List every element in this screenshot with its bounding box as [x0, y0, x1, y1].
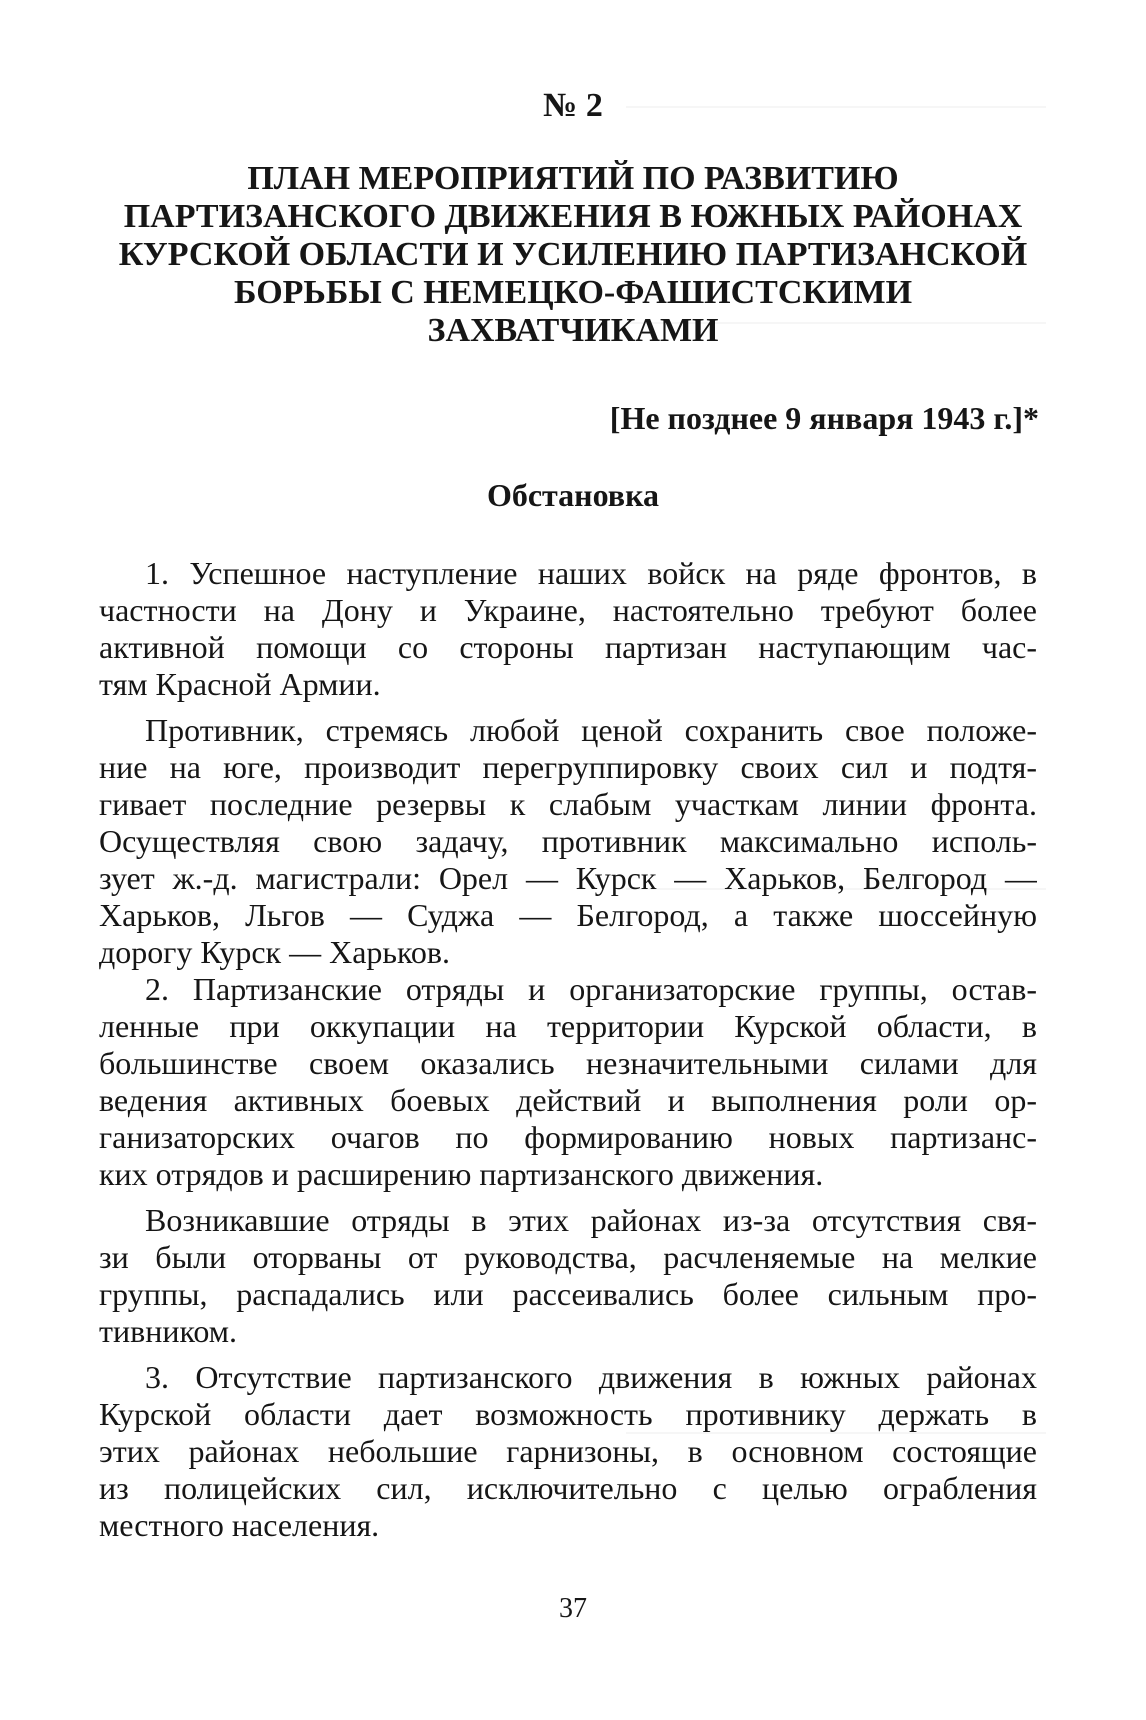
text-line: местного населения. — [99, 1507, 380, 1543]
paragraph — [99, 971, 1037, 1193]
title-line: БОРЬБЫ С НЕМЕЦКО-ФАШИСТСКИМИ — [233, 274, 913, 311]
document-number: № 2 — [543, 87, 603, 124]
text-line: ганизаторских очагов по формированию новых партизанс- — [99, 1119, 1037, 1155]
text-line: ние на юге, производит перегруппировку своих сил и подтя- — [99, 749, 1037, 785]
body-text — [99, 555, 1037, 1544]
text-line: ких отрядов и расширению партизанского движения. — [99, 1156, 824, 1192]
title-line: ЗАХВАТЧИКАМИ — [427, 312, 719, 349]
document-title — [90, 160, 1056, 350]
text-line: Осуществляя свою задачу, противник максимально исполь- — [99, 823, 1037, 859]
text-line: ленные при оккупации на территории Курской области, в — [99, 1008, 1037, 1044]
text-line: 1. Успешное наступление наших войск на ряде фронтов, в — [145, 555, 1037, 591]
text-line: зи были оторваны от руководства, расчленяемые на мелкие — [99, 1239, 1037, 1275]
text-line: группы, распадались или рассеивались более сильным про- — [99, 1276, 1037, 1312]
text-line: большинстве своем оказались незначительными силами для — [99, 1045, 1037, 1081]
text-line: из полицейских сил, исключительно с целью ограбления — [99, 1470, 1037, 1506]
text-line: Курской области дает возможность противнику держать в — [99, 1396, 1037, 1432]
text-line: активной помощи со стороны партизан наступающим час- — [99, 629, 1037, 665]
text-line: зует ж.-д. магистрали: Орел — Курск — Харьков, Белгород — — [99, 860, 1037, 896]
text-line: 3. Отсутствие партизанского движения в южных районах — [145, 1359, 1037, 1395]
paragraph — [99, 1359, 1037, 1544]
text-line: Харьков, Льгов — Суджа — Белгород, а также шоссейную — [99, 897, 1037, 933]
text-line: частности на Дону и Украине, настоятельно требуют более — [99, 592, 1037, 628]
text-line: этих районах небольшие гарнизоны, в основном состоящие — [99, 1433, 1037, 1469]
paragraph — [99, 555, 1037, 703]
title-line: КУРСКОЙ ОБЛАСТИ И УСИЛЕНИЮ ПАРТИЗАНСКОЙ — [118, 236, 1028, 273]
paragraph — [99, 1202, 1037, 1350]
document-date: [Не позднее 9 января 1943 г.]* — [609, 400, 1039, 436]
text-line: тям Красной Армии. — [99, 666, 381, 702]
title-line: ПЛАН МЕРОПРИЯТИЙ ПО РАЗВИТИЮ — [247, 160, 899, 197]
text-line: Противник, стремясь любой ценой сохранить свое положе- — [145, 712, 1037, 748]
text-line: дорогу Курск — Харьков. — [99, 934, 451, 970]
section-heading: Обстановка — [486, 477, 660, 513]
page-number: 37 — [559, 1593, 587, 1624]
paragraph — [99, 712, 1037, 971]
text-line: тивником. — [99, 1313, 238, 1349]
text-line: гивает последние резервы к слабым участкам линии фронта. — [99, 786, 1037, 822]
text-line: Возникавшие отряды в этих районах из-за отсутствия свя- — [145, 1202, 1037, 1238]
text-line: 2. Партизанские отряды и организаторские группы, остав- — [145, 971, 1037, 1007]
text-line: ведения активных боевых действий и выполнения роли ор- — [99, 1082, 1037, 1118]
title-line: ПАРТИЗАНСКОГО ДВИЖЕНИЯ В ЮЖНЫХ РАЙОНАХ — [123, 198, 1023, 235]
